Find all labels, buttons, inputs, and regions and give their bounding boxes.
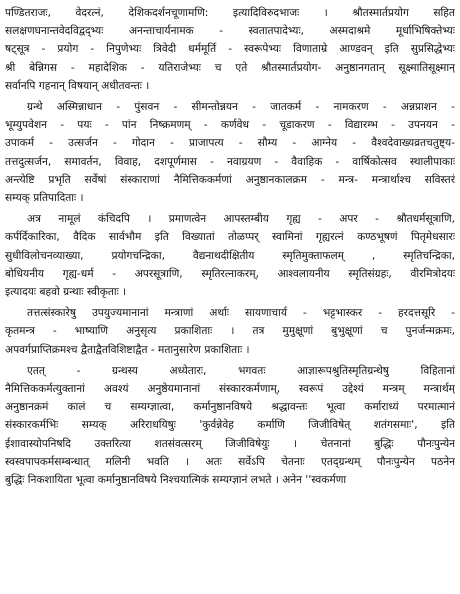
text-line: नैमित्तिककर्मत्युक्तानां अवश्यं अनुष्ठेयमानानां संस्कारकर्मणाम्, स्वरूपं उद्देश्यं मन्त्रम् मन्त्रार्थम् xyxy=(5,383,455,396)
text-line: स्वस्वपापकर्मसम्बन्धात् मलिनी भवति । अतः सर्वेऽपि चेतनाः एतद्ग्रन्थम् पौनःपुन्येन पठनेन xyxy=(5,455,455,468)
paragraph xyxy=(5,210,455,301)
text-line: संस्कारकर्मभिः सम्यक् अरिराधयिषुः 'कुर्वन्नेवेह कर्माणि जिजीविषेत् शतंगसमाः', इति xyxy=(5,419,455,432)
text-line: कृतमन्त्र - भाष्याणि अनुसृत्य प्रकाशिताः । तत्र मुमुक्षूणां बुभुक्षूणां च पुनर्जन्मक्रमः, xyxy=(5,325,455,338)
text-line: एतत् - ग्रन्थस्य अध्येतारः, भगवतः आज्ञारूपश्रुतिस्मृतिग्रन्थेषु विहितानां xyxy=(27,364,455,377)
text-line: बुद्धिः निकशायिता भूत्वा कर्मानुष्ठानविषये निश्चयात्मिकं सम्यग्ज्ञानं लभते । अनेन ''स्वकर्मणा xyxy=(5,474,347,487)
text-line: श्री बेन्निगस - महादेशिक - यतिराजेभ्यः च एते श्रौतस्मार्तप्रयोग- अनुष्ठानगतान् सूक्ष्मातिसूक्ष्मान् xyxy=(5,61,455,74)
paragraph xyxy=(5,4,455,95)
text-line: सम्यक् प्रतिपादिताः । xyxy=(5,192,84,205)
text-line: षट्सूत्र - प्रयोग - निपुणेभ्यः त्रिवेदी धर्ममूर्ति - स्वरूपेभ्यः विणाताम्रे आण्डवन् इति सुप्रसिद्धेभ्यः xyxy=(5,43,455,56)
text-line: सलक्षणघनान्तवेदविद्वद्भ्यः अनन्ताचार्यनामक - स्वतातपादेभ्यः, अस्मदाश्रमे मूर्धाभिषिक्तेभ्यः xyxy=(5,25,455,38)
text-line: सर्वानपि गहनान् विषयान् अधीतवन्तः । xyxy=(5,79,150,92)
text-line: तत्तदुत्सर्जन, समावर्तन, विवाह, दशपूर्णमास - नवाग्रयण - वैवाहिक - वार्षिकोत्सव स्थालीपाकाः xyxy=(5,155,455,168)
text-line: इत्यादयः बहवो ग्रन्थाः स्वीकृताः । xyxy=(5,286,127,299)
text-line: उपाकर्म - उत्सर्जन - गोदान - प्राजापत्य - सौम्य - आग्नेय - वैश्वदेवाख्यव्रतचतुष्ट्य- xyxy=(5,137,455,150)
text-line: पण्डितराजः, वेदरत्नं, देशिकदर्शनचूणामणि: इत्यादिविरुदभाजः । श्रौतस्मार्तप्रयोग सहित xyxy=(5,7,455,19)
text-line: ग्रन्थे अस्मिन्नाधान - पुंसवन - सीमन्तोन्नयन - जातकर्म - नामकरण - अन्नप्राशन - xyxy=(27,101,455,114)
paragraph xyxy=(5,98,455,207)
text-line: कर्पर्दिकारिका, वैदिक सार्वभौम इति विख्यातां तोळप्पर् स्वामिनां गृह्यरत्नं कण्ठभूषणं पितृमेधसारः xyxy=(5,231,455,244)
text-line: अत्र नामूलं कंचिदपि । प्रमाणत्वेन आपस्तम्बीय गृह्य - अपर - श्रौतधर्मसूत्राणि, xyxy=(27,213,455,226)
text-line: तत्तत्संस्कारेषु उपयुज्यमानानां मन्त्राणां अर्थाः सायणाचार्य - भट्टभास्कर - हरदत्तसूरि - xyxy=(27,307,455,320)
text-line: भूम्युपवेशन - पयः - पांन निष्क्रमणम् - कर्णवेध - चूडाकरण - विद्यारम्भ - उपनयन - xyxy=(5,119,455,132)
text-line: सुधीविलोचनव्याख्या, प्रयोगचन्द्रिका, वैद्यनाथदीक्षितीय स्मृतिमुक्ताफलम् , स्मृतिचन्द्रिका, xyxy=(5,249,455,262)
text-line: बोधियनीय गृह्य-धर्म - अपरसूत्राणि, स्मृतिरत्नाकरम्, आश्वलायनीय स्मृतिसंग्रहः, वीरमित्रोदयः xyxy=(5,267,455,280)
text-line: अन्त्येष्टि प्रभृति सर्वेषां संस्काराणां नैमित्तिककर्मणां अनुष्ठानकालक्रम - मन्त्र- मन्त्रार्थाश्च सविस्तरं xyxy=(5,173,455,186)
paragraph xyxy=(5,304,455,359)
paragraph xyxy=(5,362,455,489)
text-line: अपवर्गप्राप्तिक्रमश्च द्वैताद्वैतविशिष्टाद्वैत - मतानुसारेण प्रकाशिताः । xyxy=(5,343,250,356)
text-line: ईशावास्योपनिषदि उक्तरित्या शतसंवत्सरम् जिजीविषेयुः । चेतनानां बुद्धिः पौनःपुन्येन xyxy=(5,437,455,450)
text-line: अनुष्ठानक्रमं कालं च सम्यग्ज्ञात्वा, कर्मानुष्ठानविषये श्रद्धावन्तः भूत्वा कर्माराध्यं परमात्मानं xyxy=(5,401,455,414)
